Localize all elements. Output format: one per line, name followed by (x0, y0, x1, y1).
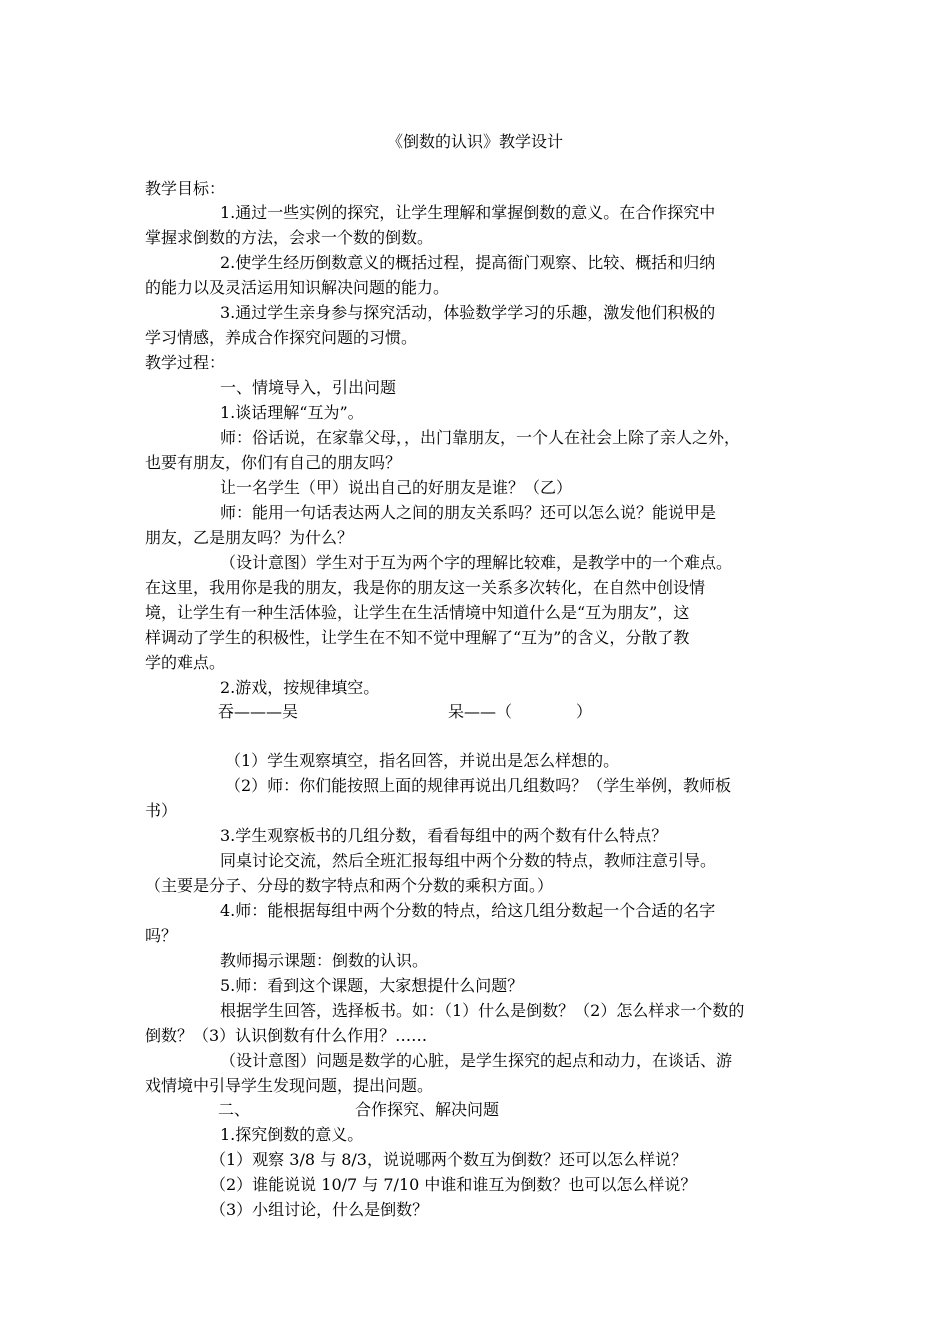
section-heading-objectives: 教学目标： (145, 179, 226, 198)
paragraph: 4.师：能根据每组中两个分数的特点，给这几组分数起一个合适的名字 (220, 901, 716, 920)
paragraph-cont: 书） (145, 801, 178, 820)
document-title: 《倒数的认识》教学设计 (386, 132, 563, 151)
process-part-2-number: 二、 (218, 1100, 251, 1119)
paragraph: 师：俗话说，在家靠父母，，出门靠朋友，一个人在社会上除了亲人之外， (220, 428, 741, 447)
paragraph: （2）师：你们能按照上面的规律再说出几组数吗？（学生举例，教师板 (225, 776, 732, 795)
paragraph-cont: 吗？ (145, 926, 178, 945)
paragraph: 5.师：看到这个课题，大家想提什么问题？ (220, 976, 524, 995)
paragraph: 2.游戏，按规律填空。 (220, 678, 380, 697)
game-pattern-left: 吞———吴 (218, 702, 299, 721)
paragraph-cont: 戏情境中引导学生发现问题，提出问题。 (145, 1076, 434, 1095)
paragraph: 让一名学生（甲）说出自己的好朋友是谁？（乙） (220, 478, 573, 497)
objective-2: 2.使学生经历倒数意义的概括过程，提高衙门观察、比较、概括和归纳 (220, 253, 716, 272)
process-part-1-heading: 一、情境导入，引出问题 (220, 378, 397, 397)
objective-1: 1.通过一些实例的探究，让学生理解和掌握倒数的意义。在合作探究中 (220, 203, 716, 222)
paragraph: 1.探究倒数的意义。 (220, 1125, 364, 1144)
paragraph: 同桌讨论交流，然后全班汇报每组中两个分数的特点，教师注意引导。 (220, 851, 717, 870)
paragraph: 教师揭示课题：倒数的认识。 (220, 951, 429, 970)
paragraph: 1.谈话理解“互为”。 (220, 403, 364, 422)
section-heading-process: 教学过程： (145, 353, 226, 372)
paragraph: 师：能用一句话表达两人之间的朋友关系吗？还可以怎么说？能说甲是 (220, 503, 717, 522)
objective-3: 3.通过学生亲身参与探究活动，体验数学学习的乐趣，激发他们积极的 (220, 303, 716, 322)
paragraph-cont: 在这里，我用你是我的朋友，我是你的朋友这一关系多次转化，在自然中创设情 (145, 578, 706, 597)
process-part-2-heading: 合作探究、解决问题 (355, 1100, 500, 1119)
paragraph-cont: 境，让学生有一种生活体验，让学生在生活情境中知道什么是“互为朋友”，这 (145, 603, 690, 622)
paragraph: （1）学生观察填空，指名回答，并说出是怎么样想的。 (225, 751, 620, 770)
paragraph-cont: 倒数？（3）认识倒数有什么作用？…… (145, 1026, 428, 1045)
game-pattern-right: 呆——（ ） (448, 702, 593, 721)
design-intent-paragraph: （设计意图）学生对于互为两个字的理解比较难，是教学中的一个难点。 (220, 553, 733, 572)
objective-2-cont: 的能力以及灵活运用知识解决问题的能力。 (145, 278, 450, 297)
question-item: （3）小组讨论，什么是倒数？ (210, 1200, 429, 1219)
paragraph-cont: 样调动了学生的积极性，让学生在不知不觉中理解了“互为”的含义，分散了教 (145, 628, 690, 647)
objective-1-cont: 掌握求倒数的方法，会求一个数的倒数。 (145, 228, 434, 247)
paragraph-cont: 朋友，乙是朋友吗？为什么？ (145, 528, 354, 547)
objective-3-cont: 学习情感，养成合作探究问题的习惯。 (145, 328, 418, 347)
question-item: （2）谁能说说 10/7 与 7/10 中谁和谁互为倒数？也可以怎么样说？ (210, 1175, 697, 1194)
paragraph: 根据学生回答，选择板书。如：（1）什么是倒数？（2）怎么样求一个数的 (220, 1001, 745, 1020)
question-item: （1）观察 3/8 与 8/3，说说哪两个数互为倒数？还可以怎么样说？ (210, 1150, 687, 1169)
paragraph-cont: （主要是分子、分母的数字特点和两个分数的乘积方面。） (145, 876, 554, 895)
paragraph: 3.学生观察板书的几组分数，看看每组中的两个数有什么特点？ (220, 826, 668, 845)
design-intent-paragraph: （设计意图）问题是数学的心脏，是学生探究的起点和动力，在谈话、游 (220, 1051, 733, 1070)
paragraph-cont: 也要有朋友，你们有自己的朋友吗？ (145, 453, 402, 472)
paragraph-cont: 学的难点。 (145, 653, 226, 672)
